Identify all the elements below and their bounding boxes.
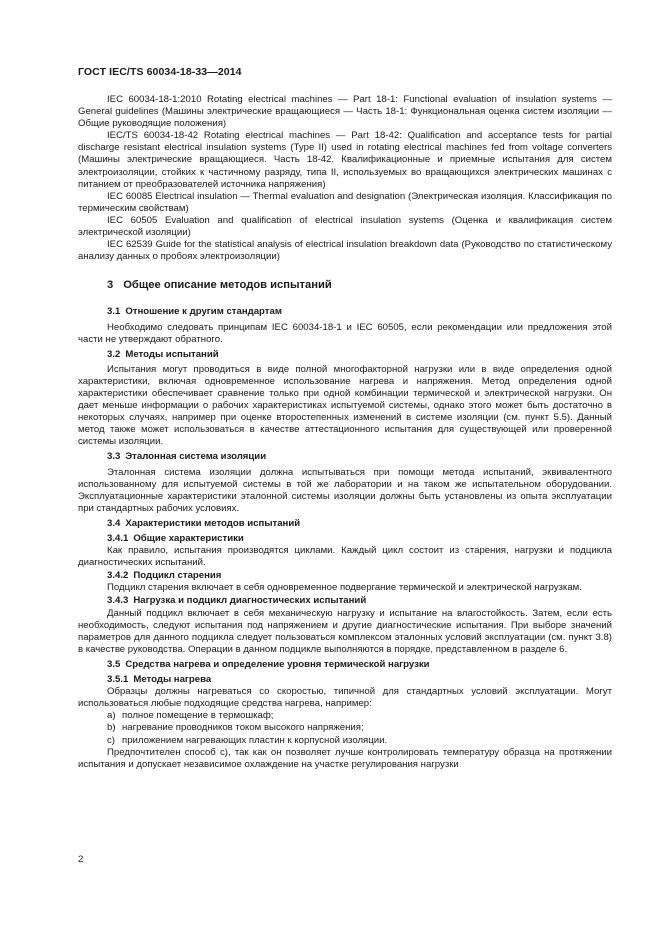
list-item (78, 710, 612, 722)
list-item-text: нагревание проводников током высокого напряжения; (122, 722, 364, 734)
section-3-heading (78, 279, 612, 291)
subsection-number: 3.1 (107, 306, 121, 318)
subsection-3-2-heading (78, 349, 612, 361)
subsection-3-5-1-text: Образцы должны нагреваться со скоростью, типичной для стандартных условий эксплуатации. Могут использоваться любые подходящие средства нагрева, например: (78, 686, 612, 710)
subsection-number: 3.4.3 (107, 595, 129, 607)
subsection-3-4-3-text: Данный подцикл включает в себя механическую нагрузку и испытание на влагостойкость. Затем, если есть необходимость, следуют испытания под напряжением и другие диагностические испытания. При выборе значений параметров для данного подцикла следует пользоваться комплексом эталонных условий эксплуатации (см. пункт 3.8) в качестве руководства. Операции в данном подцикле выполняются в порядке, представленном в разделе 6. (78, 607, 612, 655)
subsection-number: 3.4.2 (107, 570, 129, 582)
subsection-3-4-1-heading (78, 533, 612, 545)
subsection-number: 3.3 (107, 451, 121, 463)
subsection-3-2-text: Испытания могут проводиться в виде полной многофакторной нагрузки или в виде определения одной характеристики, включая одновременное использование нагрева и напряжения. Метод определения одной характеристики обеспечивает сравнение только при одной комбинации термической и электрической нагрузки. Он дает меньше информации о рабочих характеристиках испытуемой системы, однако этого может быть достаточно в некоторых случаях, например при оценке второстепенных изменений в системе изоляции (см. пункт 5.5). Данный метод также может использоваться в качестве аттестационного испытания для существующей или проверенной системы изоляции. (78, 363, 612, 448)
reference-iec-62539: IEC 62539 Guide for the statistical analysis of electrical insulation breakdown data (Руководство по статистическому анализу данных о пробоях электроизоляции) (78, 239, 612, 263)
subsection-number: 3.4 (107, 517, 121, 529)
list-item-text: полное помещение в термошкаф; (122, 710, 274, 722)
subsection-number: 3.5 (107, 658, 121, 670)
subsection-3-4-1-text: Как правило, испытания производятся циклами. Каждый цикл состоит из старения, нагрузки и подцикла диагностических испытаний. (78, 545, 612, 569)
reference-iec-ts-60034-18-42: IEC/TS 60034-18-42 Rotating electrical machines — Part 18-42: Qualification and acceptance tests for partial discharge resistant electrical insulation systems (Type II) used in rotating electrical machines fed from voltage converters (Машины электрические вращающиеся. Часть 18-42. Квалификационные и приемные испытания для систем электроизоляции, стойких к частичному разряду, типа II, используемых во вращающихся электрических машинах с питанием от преобразователей источника напряжения) (78, 130, 612, 190)
page-content (78, 94, 612, 771)
list-marker: c) (107, 734, 115, 746)
subsection-title: Методы испытаний (125, 348, 219, 360)
subsection-title: Подцикл старения (133, 570, 222, 582)
document-header: ГОСТ IEC/TS 60034-18-33—2014 (78, 66, 242, 78)
list-marker: b) (107, 722, 116, 734)
subsection-title: Нагрузка и подцикл диагностических испытаний (133, 595, 367, 607)
reference-iec-60034-18-1: IEC 60034-18-1:2010 Rotating electrical machines — Part 18-1: Functional evaluation of insulation systems — General guidelines (Машины электрические вращающиеся — Часть 18-1: Функциональная оценка систем изоляции — Общие руководящие положения) (78, 94, 612, 130)
list-marker: a) (107, 710, 116, 722)
subsection-3-4-heading (78, 518, 612, 530)
subsection-3-3-heading (78, 451, 612, 463)
subsection-number: 3.4.1 (107, 533, 129, 544)
reference-iec-60505: IEC 60505 Evaluation and qualification of electrical insulation systems (Оценка и квалификация систем электрической изоляции) (78, 214, 612, 239)
subsection-3-4-2-heading (78, 570, 612, 582)
subsection-title: Общие характеристики (133, 533, 244, 544)
subsection-number: 3.5.1 (107, 674, 129, 686)
subsection-3-5-heading (78, 659, 612, 671)
list-item (78, 722, 612, 734)
page-number: 2 (78, 854, 84, 865)
subsection-3-5-1-heading (78, 674, 612, 686)
section-number: 3 (107, 279, 114, 292)
subsection-number: 3.2 (107, 348, 121, 360)
subsection-3-4-3-heading (78, 595, 612, 607)
subsection-title: Методы нагрева (133, 674, 212, 686)
subsection-3-5-1-continuation: Предпочтителен способ c), так как он позволяет лучше контролировать температуру образца на протяжении испытания и допускает независимое охлаждение на участке регулирования нагрузки (78, 746, 612, 770)
subsection-title: Характеристики методов испытаний (125, 517, 301, 529)
subsection-title: Средства нагрева и определение уровня термической нагрузки (125, 658, 430, 670)
subsection-title: Отношение к другим стандартам (125, 306, 282, 318)
subsection-3-4-2-text: Подцикл старения включает в себя одновременное подвергание термической и электрической нагрузкам. (107, 582, 582, 594)
reference-iec-60085: IEC 60085 Electrical insulation — Thermal evaluation and designation (Электрическая изоляция. Классификация по термическим свойствам) (78, 190, 612, 214)
section-title: Общее описание методов испытаний (123, 279, 332, 292)
list-item-text: приложением нагревающих пластин к корпусной изоляции. (122, 734, 388, 746)
subsection-3-1-heading (78, 306, 612, 318)
subsection-title: Эталонная система изоляции (125, 451, 267, 463)
list-item (78, 735, 612, 747)
subsection-3-1-text: Необходимо следовать принципам IEC 60034-18-1 и IEC 60505, если рекомендации или предложения этой части не утверждают обратного. (78, 321, 612, 345)
subsection-3-3-text: Эталонная система изоляции должна испытываться при помощи метода испытаний, эквивалентного использованному для испытуемой системы в той же лаборатории и на таком же испытательном оборудовании. Эксплуатационные характеристики эталонной системы изоляции должны быть установлены из опыта эксплуатации при стандартных рабочих условиях. (78, 466, 612, 514)
